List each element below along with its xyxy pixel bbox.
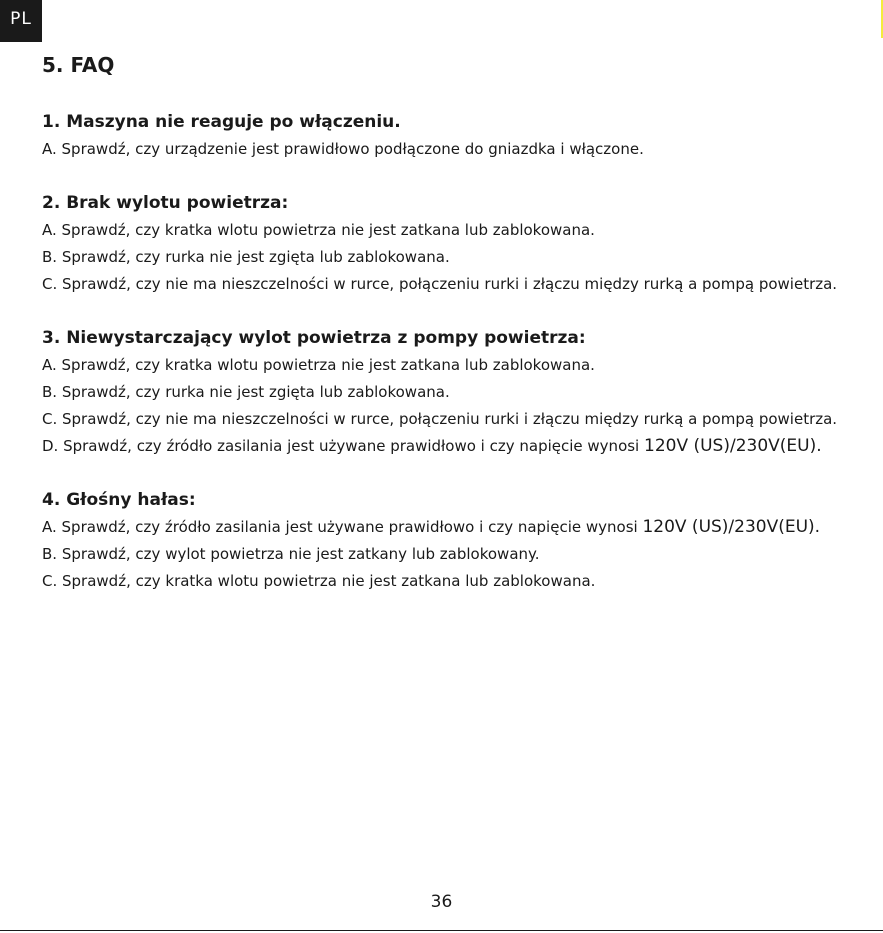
faq-question: 1. Maszyna nie reaguje po włączeniu. [42,112,401,132]
faq-answer: C. Sprawdź, czy nie ma nieszczelności w rurce, połączeniu rurki i złączu między rurką a pompą powietrza. [42,410,838,428]
bottom-rule [0,930,883,931]
faq-question: 3. Niewystarczający wylot powietrza z pompy powietrza: [42,328,586,348]
voltage-spec: 120V (US)/230V(EU). [644,436,822,456]
faq-answer: D. Sprawdź, czy źródło zasilania jest używane prawidłowo i czy napięcie wynosi 120V (US)/230V(EU). [42,436,822,456]
faq-answer: B. Sprawdź, czy wylot powietrza nie jest zatkany lub zablokowany. [42,545,540,563]
faq-section-1 [42,108,842,163]
faq-answer: C. Sprawdź, czy nie ma nieszczelności w rurce, połączeniu rurki i złączu między rurką a pompą powietrza. [42,275,838,293]
voltage-spec: 120V (US)/230V(EU). [642,517,821,537]
faq-answer: A. Sprawdź, czy urządzenie jest prawidłowo podłączone do gniazdka i włączone. [42,140,644,158]
faq-answer: A. Sprawdź, czy źródło zasilania jest używane prawidłowo i czy napięcie wynosi 120V (US)/230V(EU). [42,517,821,537]
faq-answer: A. Sprawdź, czy kratka wlotu powietrza nie jest zatkana lub zablokowana. [42,356,595,374]
faq-content [42,50,842,595]
faq-answer: B. Sprawdź, czy rurka nie jest zgięta lub zablokowana. [42,383,450,401]
page-title: 5. FAQ [42,53,115,77]
faq-answer: A. Sprawdź, czy kratka wlotu powietrza nie jest zatkana lub zablokowana. [42,221,595,239]
faq-section-4 [42,486,842,595]
faq-question: 4. Głośny hałas: [42,490,196,510]
faq-answer: C. Sprawdź, czy kratka wlotu powietrza nie jest zatkana lub zablokowana. [42,572,596,590]
page-number: 36 [430,892,453,912]
language-tab: PL [0,0,42,42]
faq-question: 2. Brak wylotu powietrza: [42,193,289,213]
faq-section-2 [42,189,842,298]
faq-section-3 [42,324,842,460]
faq-answer: B. Sprawdź, czy rurka nie jest zgięta lub zablokowana. [42,248,450,266]
